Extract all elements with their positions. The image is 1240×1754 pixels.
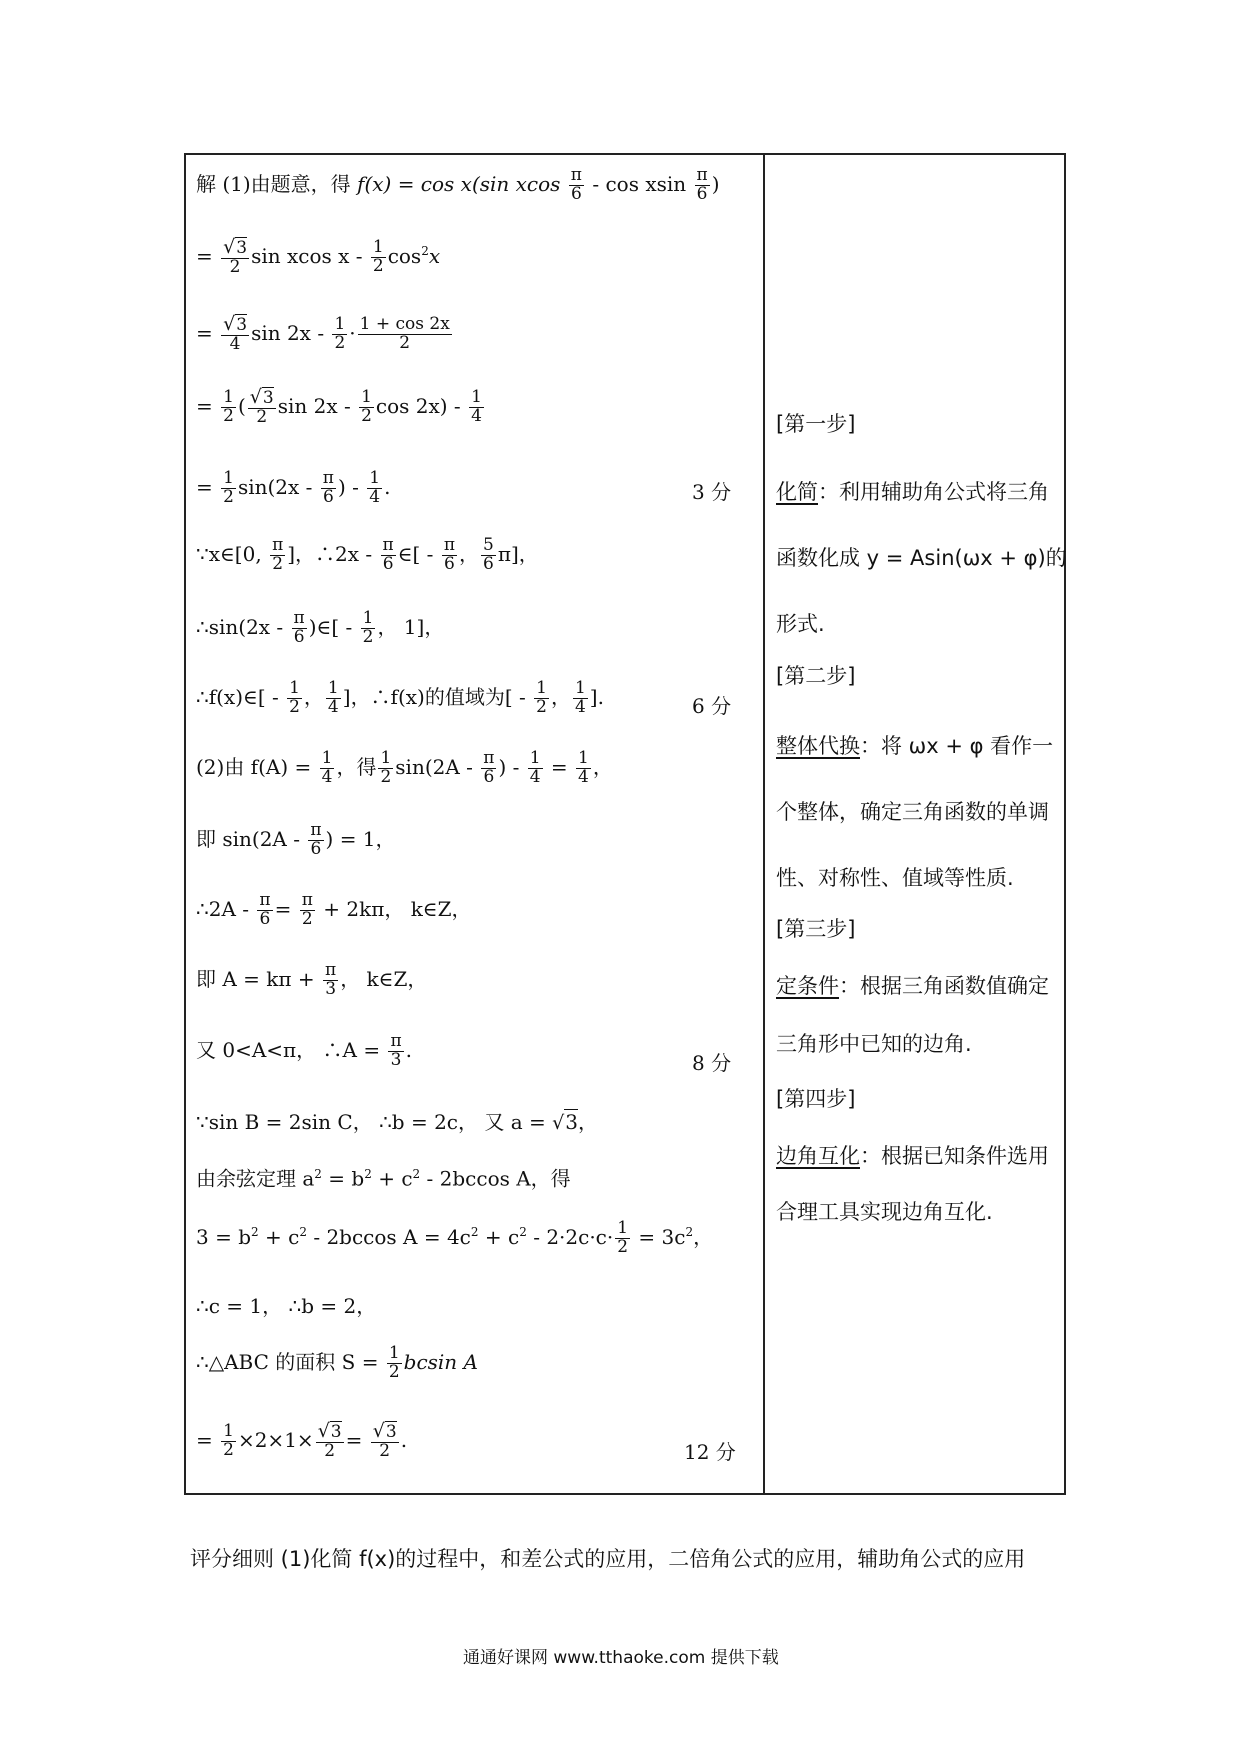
solution-line-11: ∴2A - $\frac{\pi}{6}$ = $\frac{\pi}{2}$ + 2kπ， k∈Z， [196,890,472,929]
solution-line-7: ∴sin(2x - $\frac{\pi}{6}$ )∈[ - $\frac{1}{2}$ ， 1]， [196,608,445,647]
step-3-line-2: 三角形中已知的边角. [776,1032,972,1056]
solution-line-2: = $\frac{√3}{2}$ sin xcos x - $\frac{1}{2}$ $\cos^2x$ [196,236,441,277]
step-4-line-1: 边角互化：根据已知条件选用 [776,1144,1049,1168]
column-divider [763,153,765,1495]
solution-line-17: ∴c = 1， ∴b = 2， [196,1294,377,1318]
solution-line-19: = $\frac{1}{2}$ ×2×1× $\frac{√3}{2}$ = $\frac{√3}{2}$ . [196,1420,408,1461]
footer-watermark: 通通好课网 www.tthaoke.com 提供下载 [463,1648,779,1668]
solution-line-4: = $\frac{1}{2}$ ( $\frac{√3}{2}$ sin 2x - $\frac{1}{2}$ cos 2x) - $\frac{1}{4}$ [196,386,482,427]
solution-line-13: 又 0<A<π， ∴A = $\frac{\pi}{3}$ . [196,1031,413,1070]
step-3-line-1: 定条件：根据三角函数值确定 [776,974,1049,998]
step-2-heading: [第二步] [776,664,856,688]
step-4-line-2: 合理工具实现边角互化. [776,1200,993,1224]
step-1-line-1: 化简：利用辅助角公式将三角 [776,480,1049,504]
step-2-line-3: 性、对称性、值域等性质. [776,866,1014,890]
step-4-heading: [第四步] [776,1087,856,1111]
solution-line-12: 即 A = kπ + $\frac{\pi}{3}$ ， k∈Z， [196,960,428,999]
step-2-line-2: 个整体，确定三角函数的单调 [776,800,1049,824]
solution-line-18: ∴△ABC 的面积 S = $\frac{1}{2}$ bcsin A [196,1343,478,1382]
solution-line-8: ∴f(x)∈[ - $\frac{1}{2}$ ， $\frac{1}{4}$ ]，∴f(x)的值域为[ - $\frac{1}{2}$ ， $\frac{1}{4}$ ]. [196,678,604,717]
solution-line-6: ∵x∈[0, $\frac{\pi}{2}$ ]，∴2x - $\frac{\pi}{6}$ ∈[ - $\frac{\pi}{6}$ ， $\frac{5}{6}$ π]， [196,535,539,574]
solution-line-5: = $\frac{1}{2}$ sin(2x - $\frac{\pi}{6}$ ) - $\frac{1}{4}$ . [196,468,391,507]
score-6: 6 分 [692,694,732,718]
step-1-heading: [第一步] [776,412,856,436]
step-1-line-3: 形式. [776,612,825,636]
score-3: 3 分 [692,480,732,504]
solution-line-16: $3 = b^2 + c^2 - 2bccos$ $A = 4c^2 + c^2 - 2\cdot 2c\cdot c\cdot$ $\frac{1}{2}$ = $3c^2$， [196,1218,714,1257]
step-1-line-2: 函数化成 y = Asin(ωx + φ)的 [776,546,1067,570]
solution-line-10: 即 sin(2A - $\frac{\pi}{6}$ ) = 1， [196,820,396,859]
solution-line-3: = $\frac{√3}{4}$ sin 2x - $\frac{1}{2}$ · $\frac{1 + \cos 2x}{2}$ [196,313,450,354]
solution-line-9: (2)由 f(A) = $\frac{1}{4}$ ，得 $\frac{1}{2}$ sin(2A - $\frac{\pi}{6}$ ) - $\frac{1}{4}$ = $\frac{1}{4}$ ， [196,748,613,787]
score-12: 12 分 [684,1440,736,1464]
solution-line-15: 由余弦定理 $a^2 = b^2 + c^2 - 2bccos$ A，得 [196,1166,571,1191]
scoring-rules: 评分细则 (1)化简 f(x)的过程中，和差公式的应用，二倍角公式的应用，辅助角公式的应用 [190,1547,1026,1571]
step-3-heading: [第三步] [776,917,856,941]
solution-line-14: ∵sin B = 2sin C， ∴b = 2c， 又 a = √3， [196,1110,598,1134]
step-2-line-1: 整体代换：将 ωx + φ 看作一 [776,734,1054,758]
score-8: 8 分 [692,1051,732,1075]
solution-line-1: 解 (1)由题意，得 f(x) = cos x(sin xcos $\frac{\pi}{6}$ - cos xsin $\frac{\pi}{6}$ ) [196,165,720,204]
